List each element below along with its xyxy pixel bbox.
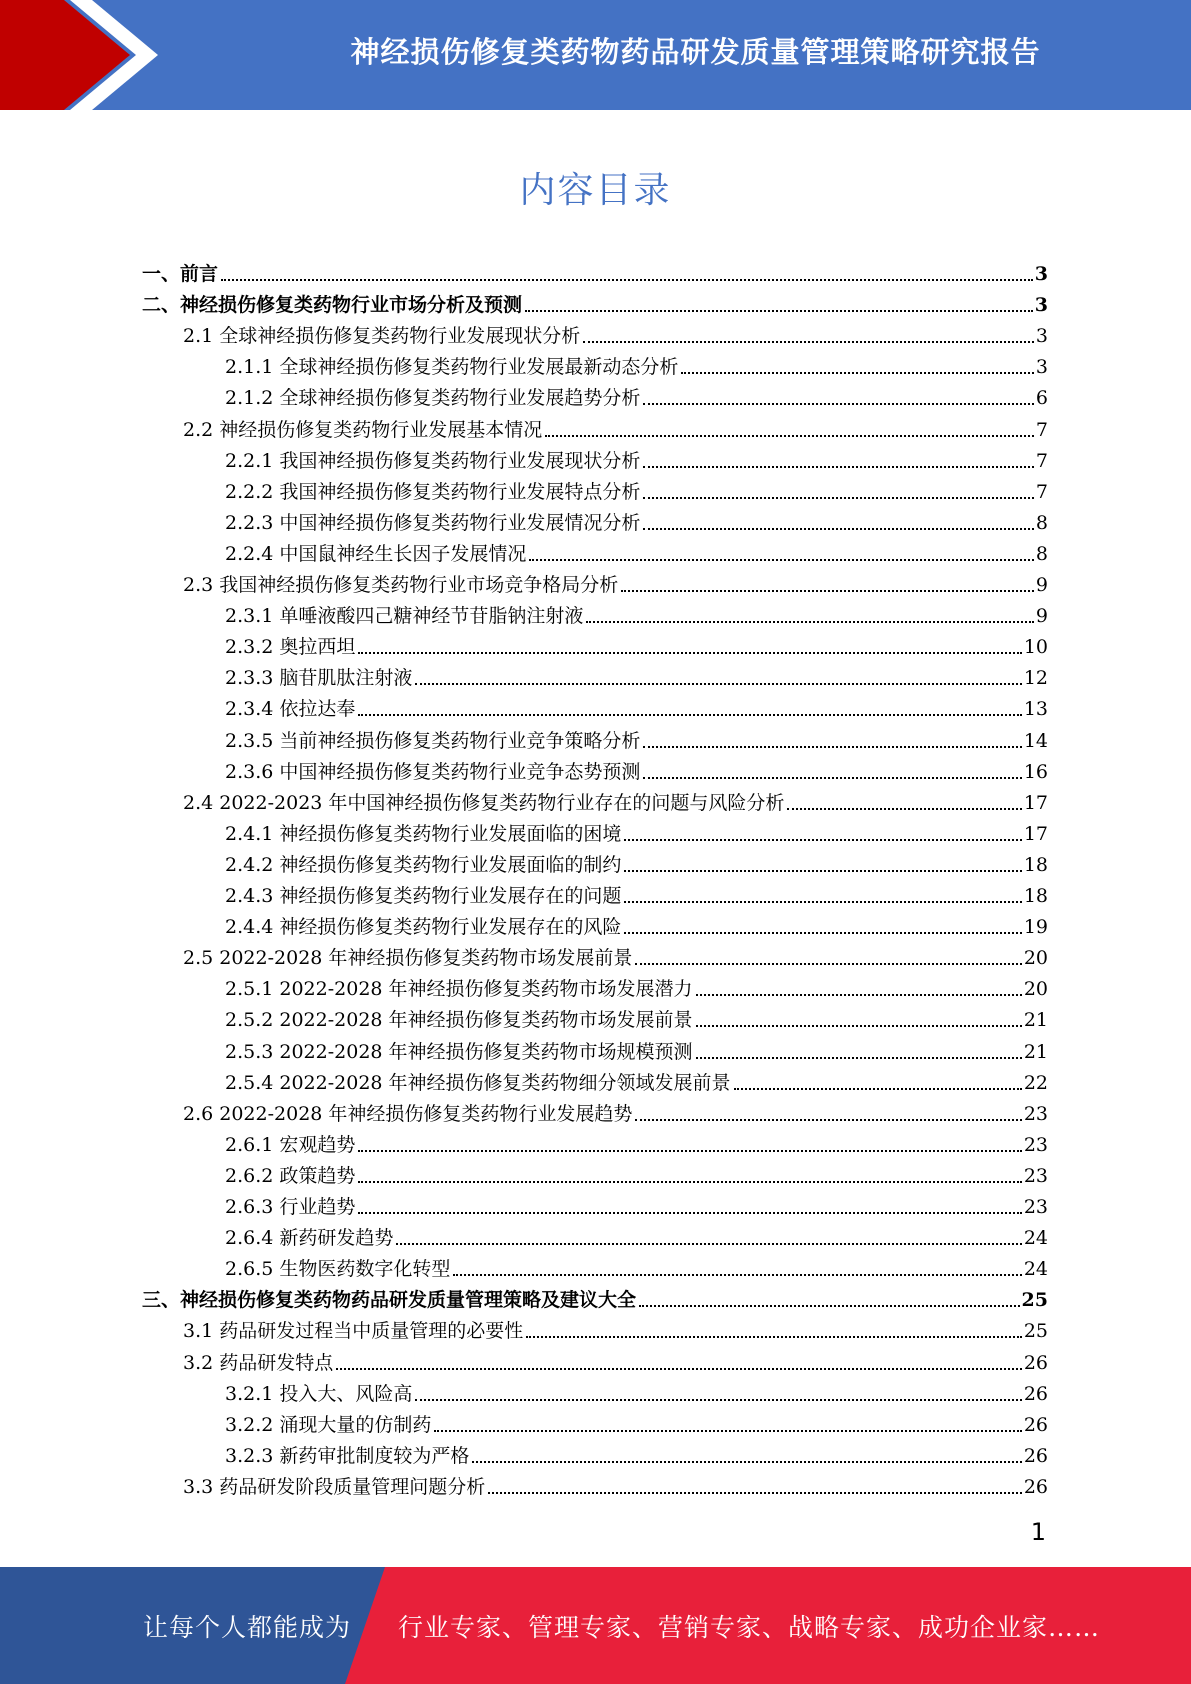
toc-dot-leader <box>586 620 1034 623</box>
toc-entry-page: 21 <box>1023 1040 1048 1063</box>
toc-entry[interactable] <box>225 1375 1048 1406</box>
toc-entry-page: 23 <box>1023 1196 1048 1218</box>
toc-dot-leader <box>396 1242 1021 1245</box>
toc-entry-title: 2.4.2 神经损伤修复类药物行业发展面临的制约 <box>225 853 622 876</box>
toc-entry-page: 7 <box>1035 418 1048 441</box>
toc-entry-page: 12 <box>1023 667 1048 690</box>
footer-slogan-left: 让每个人都能成为 <box>143 1612 352 1642</box>
toc-entry[interactable] <box>225 970 1048 1001</box>
toc-entry-page: 25 <box>1021 1289 1048 1312</box>
toc-entry-title: 2.6.2 政策趋势 <box>225 1164 356 1187</box>
toc-entry[interactable] <box>225 753 1048 784</box>
toc-entry-title: 2.4.3 神经损伤修复类药物行业发展存在的问题 <box>225 885 622 907</box>
toc-entry[interactable] <box>225 877 1048 908</box>
toc-entry-page: 23 <box>1023 1133 1048 1156</box>
page-header <box>0 0 1191 110</box>
toc-dot-leader <box>643 496 1034 499</box>
toc-dot-leader <box>583 340 1034 343</box>
toc-entry[interactable] <box>225 1188 1048 1219</box>
toc-entry-title: 2.4.1 神经损伤修复类药物行业发展面临的困境 <box>225 822 622 845</box>
toc-dot-leader <box>734 1087 1022 1090</box>
toc-entry[interactable] <box>225 659 1048 690</box>
report-title: 神经损伤修复类药物药品研发质量管理策略研究报告 <box>350 34 1041 69</box>
toc-entry-title: 2.2.1 我国神经损伤修复类药物行业发展现状分析 <box>225 449 641 472</box>
toc-dot-leader <box>696 993 1022 996</box>
toc-dot-leader <box>358 1149 1021 1152</box>
toc-entry[interactable] <box>225 1219 1048 1250</box>
toc-entry-title: 一、前言 <box>142 263 219 285</box>
toc-entry-page: 24 <box>1023 1227 1048 1250</box>
toc-dot-leader <box>635 1118 1021 1121</box>
toc-entry[interactable] <box>225 628 1048 659</box>
toc-entry[interactable] <box>225 1157 1048 1188</box>
toc-entry[interactable] <box>183 1312 1048 1343</box>
page-footer <box>0 1567 1191 1684</box>
toc-dot-leader <box>526 1335 1022 1338</box>
toc-entry-title: 2.2 神经损伤修复类药物行业发展基本情况 <box>183 418 543 441</box>
toc-entry-title: 2.6 2022-2028 年神经损伤修复类药物行业发展趋势 <box>183 1102 633 1125</box>
toc-entry[interactable] <box>183 411 1048 442</box>
page-number: 1 <box>1030 1518 1046 1546</box>
toc-entry-title: 2.3.5 当前神经损伤修复类药物行业竞争策略分析 <box>225 729 641 752</box>
toc-entry-title: 2.5.4 2022-2028 年神经损伤修复类药物细分领域发展前景 <box>225 1071 731 1094</box>
toc-entry[interactable] <box>183 566 1048 597</box>
toc-dot-leader <box>434 1429 1021 1432</box>
toc-dot-leader <box>696 1056 1022 1059</box>
toc-entry-page: 17 <box>1023 791 1048 814</box>
toc-entry-page: 26 <box>1023 1413 1048 1436</box>
footer-slogan-right: 行业专家、管理专家、营销专家、战略专家、成功企业家…… <box>398 1612 1101 1642</box>
toc-dot-leader <box>358 651 1021 654</box>
toc-entry-page: 19 <box>1023 916 1048 939</box>
toc-entry-page: 18 <box>1023 885 1048 907</box>
toc-entry-title: 2.2.2 我国神经损伤修复类药物行业发展特点分析 <box>225 480 641 503</box>
toc-entry[interactable] <box>142 1281 1048 1312</box>
toc-dot-leader <box>358 713 1021 716</box>
toc-dot-leader <box>639 1304 1020 1307</box>
toc-entry-title: 2.1.2 全球神经损伤修复类药物行业发展趋势分析 <box>225 387 641 410</box>
toc-entry-page: 17 <box>1023 822 1048 845</box>
toc-entry-title: 3.3 药品研发阶段质量管理问题分析 <box>183 1475 486 1498</box>
toc-entry-page: 3 <box>1035 325 1048 348</box>
toc-dot-leader <box>453 1273 1021 1276</box>
toc-entry-title: 三、神经损伤修复类药物药品研发质量管理策略及建议大全 <box>142 1289 637 1312</box>
toc-entry-title: 2.3.1 单唾液酸四己糖神经节苷脂钠注射液 <box>225 605 584 628</box>
toc-entry-title: 2.2.4 中国鼠神经生长因子发展情况 <box>225 542 527 565</box>
toc-entry-page: 3 <box>1035 356 1048 379</box>
header-arrow-decoration <box>0 0 160 110</box>
toc-entry[interactable] <box>225 473 1048 504</box>
toc-entry[interactable] <box>225 535 1048 566</box>
toc-dot-leader <box>643 402 1034 405</box>
toc-entry-page: 8 <box>1035 511 1048 534</box>
toc-entry-title: 2.3.4 依拉达奉 <box>225 698 356 721</box>
toc-entry-page: 25 <box>1023 1320 1048 1343</box>
toc-entry[interactable] <box>225 722 1048 753</box>
toc-dot-leader <box>488 1491 1022 1494</box>
toc-entry[interactable] <box>225 908 1048 939</box>
toc-entry[interactable] <box>225 379 1048 410</box>
toc-entry[interactable] <box>225 1064 1048 1095</box>
toc-entry-title: 2.4 2022-2023 年中国神经损伤修复类药物行业存在的问题与风险分析 <box>183 791 785 814</box>
toc-entry-title: 2.6.5 生物医药数字化转型 <box>225 1258 451 1281</box>
toc-dot-leader <box>624 838 1021 841</box>
toc-dot-leader <box>643 745 1021 748</box>
toc-dot-leader <box>624 869 1021 872</box>
toc-entry-title: 2.3 我国神经损伤修复类药物行业市场竞争格局分析 <box>183 574 619 596</box>
toc-dot-leader <box>415 1398 1021 1401</box>
toc-entry[interactable] <box>142 255 1048 286</box>
toc-entry[interactable] <box>183 939 1048 970</box>
toc-entry-page: 21 <box>1023 1009 1048 1032</box>
toc-entry-title: 2.1.1 全球神经损伤修复类药物行业发展最新动态分析 <box>225 356 679 379</box>
toc-dot-leader <box>621 589 1034 592</box>
toc-entry-title: 2.3.2 奥拉西坦 <box>225 636 356 659</box>
toc-entry[interactable] <box>225 442 1048 473</box>
toc-entry-page: 14 <box>1023 729 1048 752</box>
toc-entry-page: 3 <box>1034 263 1048 285</box>
toc-entry[interactable] <box>142 286 1048 317</box>
toc-entry-page: 6 <box>1035 387 1048 410</box>
toc-dot-leader <box>525 309 1033 312</box>
toc-entry-page: 20 <box>1023 947 1048 970</box>
toc-entry[interactable] <box>225 846 1048 877</box>
toc-dot-leader <box>624 900 1021 903</box>
toc-entry[interactable] <box>183 317 1048 348</box>
toc-entry-page: 26 <box>1023 1475 1048 1498</box>
toc-entry[interactable] <box>183 1095 1048 1126</box>
toc-entry-title: 2.3.3 脑苷肌肽注射液 <box>225 667 413 690</box>
toc-heading: 内容目录 <box>519 170 672 211</box>
toc-entry-title: 2.2.3 中国神经损伤修复类药物行业发展情况分析 <box>225 511 641 534</box>
toc-dot-leader <box>643 776 1021 779</box>
toc-entry-title: 3.2.3 新药审批制度较为严格 <box>225 1444 470 1467</box>
toc-dot-leader <box>635 962 1021 965</box>
toc-entry-title: 二、神经损伤修复类药物行业市场分析及预测 <box>142 294 523 317</box>
toc-entry[interactable] <box>225 1406 1048 1437</box>
toc-entry-title: 3.2.2 涌现大量的仿制药 <box>225 1413 432 1436</box>
toc-entry[interactable] <box>183 784 1048 815</box>
toc-dot-leader <box>529 558 1034 561</box>
toc-entry-page: 22 <box>1023 1071 1048 1094</box>
toc-entry-page: 23 <box>1023 1102 1048 1125</box>
toc-entry-title: 2.1 全球神经损伤修复类药物行业发展现状分析 <box>183 325 581 348</box>
toc-dot-leader <box>681 371 1034 374</box>
toc-entry-page: 26 <box>1023 1351 1048 1374</box>
toc-entry-title: 2.5.2 2022-2028 年神经损伤修复类药物市场发展前景 <box>225 1009 693 1032</box>
toc-entry-page: 13 <box>1023 698 1048 721</box>
toc-entry[interactable] <box>225 1437 1048 1468</box>
toc-entry-page: 23 <box>1023 1164 1048 1187</box>
toc-entry-page: 9 <box>1035 574 1048 596</box>
toc-entry-page: 8 <box>1035 542 1048 565</box>
toc-entry[interactable] <box>225 348 1048 379</box>
toc-dot-leader <box>415 682 1021 685</box>
toc-entry-page: 10 <box>1023 636 1048 659</box>
toc-entry-page: 18 <box>1023 853 1048 876</box>
toc-entry[interactable] <box>225 1033 1048 1064</box>
toc-entry-title: 2.4.4 神经损伤修复类药物行业发展存在的风险 <box>225 916 622 939</box>
toc-entry-page: 9 <box>1035 605 1048 628</box>
toc-entry-title: 3.2.1 投入大、风险高 <box>225 1382 413 1405</box>
toc-entry-title: 2.6.4 新药研发趋势 <box>225 1227 394 1250</box>
toc-entry-title: 2.3.6 中国神经损伤修复类药物行业竞争态势预测 <box>225 760 641 783</box>
toc-dot-leader <box>696 1024 1022 1027</box>
toc-entry-title: 2.5 2022-2028 年神经损伤修复类药物市场发展前景 <box>183 947 633 970</box>
toc-entry-title: 3.2 药品研发特点 <box>183 1351 334 1374</box>
toc-entry[interactable] <box>225 1126 1048 1157</box>
toc-dot-leader <box>643 527 1034 530</box>
toc-dot-leader <box>545 434 1034 437</box>
toc-entry[interactable] <box>225 504 1048 535</box>
toc-entry-page: 3 <box>1034 294 1048 317</box>
toc-dot-leader <box>472 1460 1021 1463</box>
toc-entry-title: 2.6.3 行业趋势 <box>225 1196 356 1218</box>
toc-entry[interactable] <box>225 1001 1048 1032</box>
toc-entry-page: 7 <box>1035 449 1048 472</box>
toc-entry[interactable] <box>183 1344 1048 1375</box>
toc-entry[interactable] <box>225 690 1048 721</box>
toc-dot-leader <box>358 1180 1021 1183</box>
toc-dot-leader <box>336 1367 1022 1370</box>
toc-dot-leader <box>624 931 1021 934</box>
toc-dot-leader <box>358 1211 1021 1214</box>
toc-entry-title: 3.1 药品研发过程当中质量管理的必要性 <box>183 1320 524 1343</box>
toc-entry-page: 24 <box>1023 1258 1048 1281</box>
toc-entry-title: 2.5.1 2022-2028 年神经损伤修复类药物市场发展潜力 <box>225 978 693 1001</box>
toc-entry-title: 2.5.3 2022-2028 年神经损伤修复类药物市场规模预测 <box>225 1040 693 1063</box>
toc-entry[interactable] <box>225 597 1048 628</box>
toc-entry-page: 7 <box>1035 480 1048 503</box>
toc-entry-title: 2.6.1 宏观趋势 <box>225 1133 356 1156</box>
toc-dot-leader <box>643 465 1034 468</box>
toc-entry-page: 20 <box>1023 978 1048 1001</box>
toc-entry[interactable] <box>225 815 1048 846</box>
toc-entry[interactable] <box>225 1250 1048 1281</box>
toc-entry[interactable] <box>183 1468 1048 1499</box>
toc-dot-leader <box>787 807 1021 810</box>
toc-entry-page: 26 <box>1023 1382 1048 1405</box>
toc-dot-leader <box>221 278 1033 281</box>
toc-entry-page: 16 <box>1023 760 1048 783</box>
toc-entry-page: 26 <box>1023 1444 1048 1467</box>
